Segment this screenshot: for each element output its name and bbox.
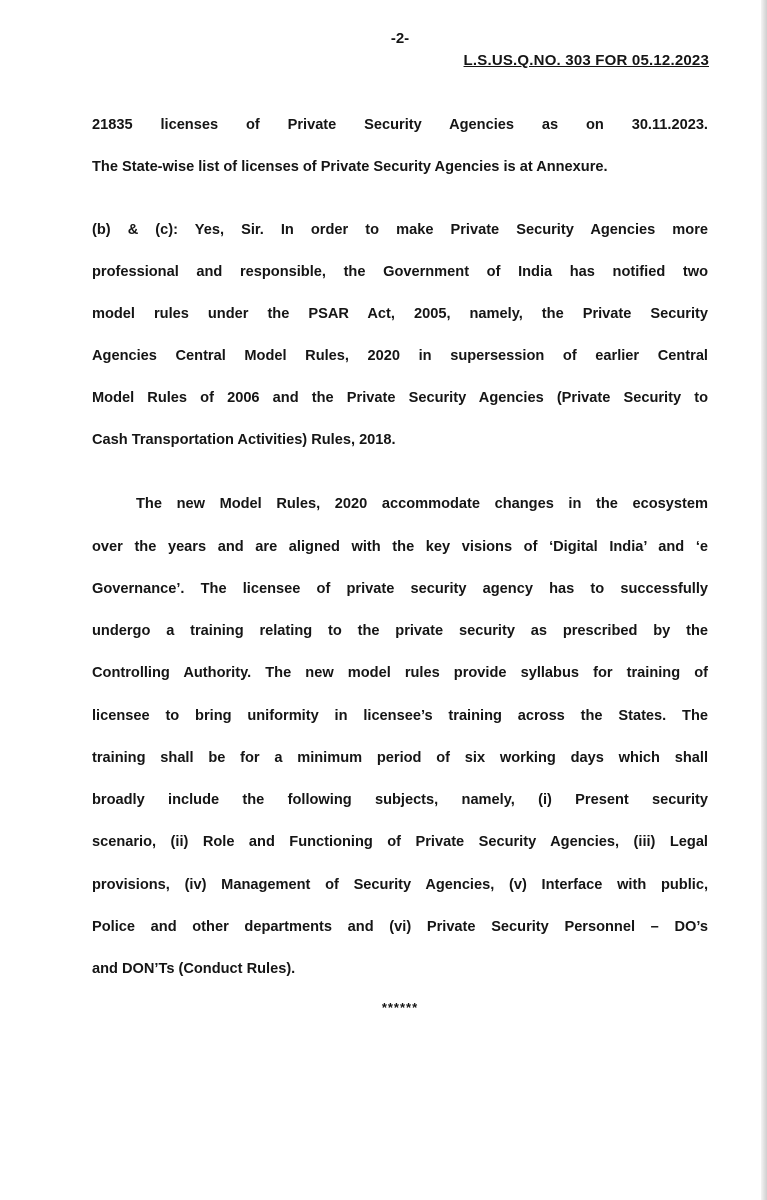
question-reference: L.S.US.Q.NO. 303 FOR 05.12.2023 xyxy=(463,52,709,69)
paragraph-line: 21835 licenses of Private Security Agencies as on 30.11.2023. xyxy=(92,117,708,133)
paragraph-line: licensee to bring uniformity in licensee’s training across the States. The xyxy=(92,708,708,724)
paragraph-line: The new Model Rules, 2020 accommodate changes in the ecosystem xyxy=(136,496,708,512)
paragraph-line: scenario, (ii) Role and Functioning of Private Security Agencies, (iii) Legal xyxy=(92,834,708,850)
paragraph-line: Police and other departments and (vi) Private Security Personnel – DO’s xyxy=(92,919,708,935)
paragraph-line: Model Rules of 2006 and the Private Security Agencies (Private Security to xyxy=(92,390,708,406)
paragraph-line: Controlling Authority. The new model rules provide syllabus for training of xyxy=(92,665,708,681)
paragraph-line: (b) & (c): Yes, Sir. In order to make Private Security Agencies more xyxy=(92,222,708,238)
paragraph-line: and DON’Ts (Conduct Rules). xyxy=(92,961,296,977)
paragraph-line: over the years and are aligned with the key visions of ‘Digital India’ and ‘e xyxy=(92,539,708,555)
page-edge-shadow xyxy=(761,0,767,1200)
paragraph-line: professional and responsible, the Government of India has notified two xyxy=(92,264,708,280)
paragraph-line: The State-wise list of licenses of Private Security Agencies is at Annexure. xyxy=(92,159,608,175)
page-number: -2- xyxy=(390,30,410,47)
paragraph-line: model rules under the PSAR Act, 2005, namely, the Private Security xyxy=(92,306,708,322)
paragraph-line: Cash Transportation Activities) Rules, 2018. xyxy=(92,432,396,448)
paragraph-line: training shall be for a minimum period of six working days which shall xyxy=(92,750,708,766)
paragraph-line: Agencies Central Model Rules, 2020 in supersession of earlier Central xyxy=(92,348,708,364)
paragraph-line: broadly include the following subjects, namely, (i) Present security xyxy=(92,792,708,808)
paragraph-line: Governance’. The licensee of private security agency has to successfully xyxy=(92,581,708,597)
end-marker: ****** xyxy=(381,1000,419,1015)
paragraph-line: undergo a training relating to the private security as prescribed by the xyxy=(92,623,708,639)
paragraph-line: provisions, (iv) Management of Security Agencies, (v) Interface with public, xyxy=(92,877,708,893)
